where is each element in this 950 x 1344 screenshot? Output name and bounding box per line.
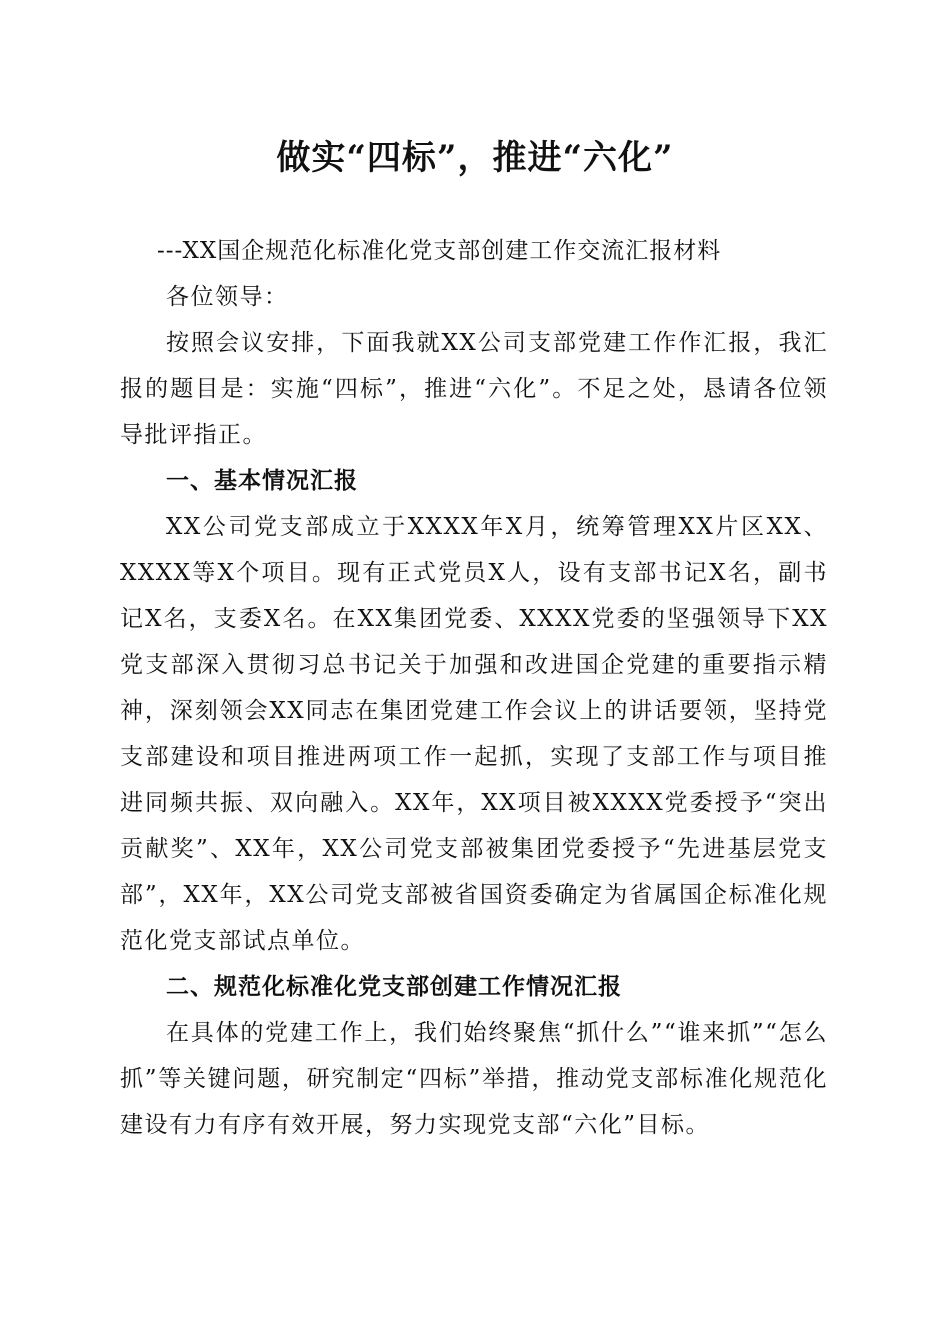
section-paragraph: XX公司党支部成立于XXXX年X月，统筹管理XX片区XX、XXXX等X个项目。现有正式党员X人，设有支部书记X名，副书记X名，支委X名。在XX集团党委、XXXX党委的坚强领导下XX党支部深入贯彻习总书记关于加强和改进国企党建的重要指示精神，深刻领会XX同志在集团党建工作会议上的讲话要领，坚持党支部建设和项目推进两项工作一起抓，实现了支部工作与项目推进同频共振、双向融入。XX年，XX项目被XXXX党委授予“突出贡献奖”、XX年，XX公司党支部被集团党委授予“先进基层党支部”，XX年，XX公司党支部被省国资委确定为省属国企标准化规范化党支部试点单位。: [120, 514, 828, 954]
intro-paragraph: 按照会议安排，下面我就XX公司支部党建工作作汇报，我汇报的题目是：实施“四标”，推进“六化”。不足之处，恳请各位领导批评指正。: [120, 330, 828, 448]
section-paragraph: 在具体的党建工作上，我们始终聚焦“抓什么”“谁来抓”“怎么抓”等关键问题，研究制定“四标”举措，推动党支部标准化规范化建设有力有序有效开展，努力实现党支部“六化”目标。: [120, 1020, 828, 1138]
document-subtitle: ---XX国企规范化标准化党支部创建工作交流汇报材料: [157, 238, 722, 264]
document-body: [120, 228, 828, 1148]
section-heading: 一、基本情况汇报: [166, 468, 358, 494]
document-title: 做实“四标”，推进“六化”: [276, 138, 674, 178]
salutation: 各位领导：: [166, 284, 289, 310]
section-heading: 二、规范化标准化党支部创建工作情况汇报: [166, 974, 622, 1000]
